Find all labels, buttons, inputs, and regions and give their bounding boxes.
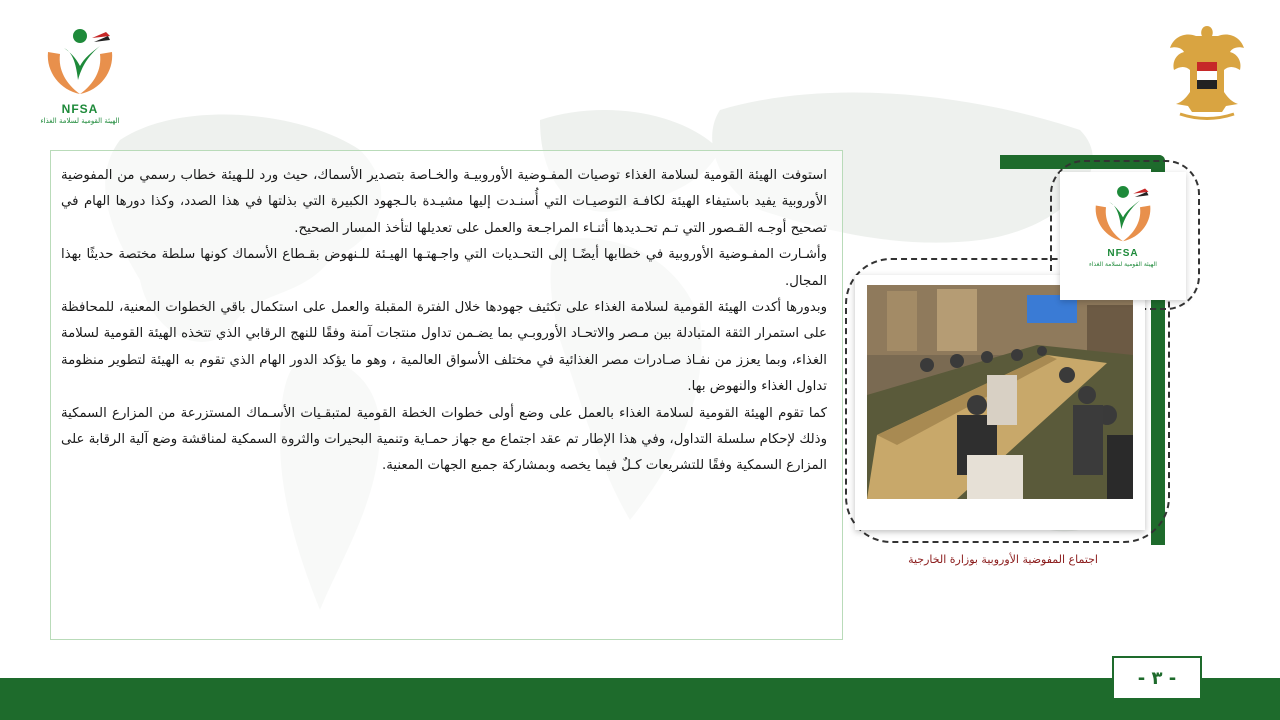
egypt-eagle-emblem-icon bbox=[1168, 22, 1246, 122]
logo-abbreviation: NFSA bbox=[61, 102, 99, 116]
article-body bbox=[61, 163, 827, 480]
paragraph-eu-recommendations: استوفت الهيئة القومية لسلامة الغذاء توصيات المفـوضية الأوروبيـة والخـاصة بتصدير الأسماك، حيث ورد للـهيئة خطاب رسمي من المفوضية الأوروبية يفيد باستيفاء الهيئة لكافـة التوصيـات التي أُسنـدت إليها مشيـدة بالـجهود الكبيرة التي بذلتها في هذا الصدد، وكذا دورها الهام في تصحيح أوجـه القـصور التي تـم تحـديدها أثنـاء المراجـعة والعمل على تعديلها لتأخذ المسار الصحيح. bbox=[61, 168, 827, 236]
logo-subtitle: الهيئة القومية لسلامة الغذاء bbox=[40, 117, 120, 125]
nfsa-hands-icon bbox=[40, 22, 120, 102]
badge-subtitle: الهيئة القومية لسلامة الغذاء bbox=[1089, 261, 1157, 268]
article-text-box bbox=[50, 150, 843, 640]
photo-card bbox=[855, 275, 1145, 530]
nfsa-badge-card bbox=[1060, 172, 1186, 300]
paragraph-national-plan: كما تقوم الهيئة القومية لسلامة الغذاء بالعمل على وضع أولى خطوات الخطة القومية لمتبقـيات الأسـماك المستزرعة من المزارع السمكية وذلك لإحكام سلسلة التداول، وفي هذا الإطار تم عقد اجتماع مع جهاز حمـاية وتنمية البحيرات والثروة السمكية لمناقشة وضع آلية الرقابة على المزارع السمكية وفقًا للتشريعات كـلٌ فيما يخصه وبمشاركة جميع الجهات المعنية. bbox=[61, 405, 827, 474]
nfsa-logo bbox=[32, 22, 128, 132]
page-number: - ٣ - bbox=[1112, 656, 1202, 700]
footer-bar bbox=[0, 678, 1280, 720]
paragraph-nfsa-efforts: وبدورها أكدت الهيئة القومية لسلامة الغذاء على تكثيف جهودها خلال الفترة المقبلة والعمل على استكمال باقي الخطوات المعنية، للمحافظة على استمرار الثقة المتبادلة بين مـصر والاتحـاد الأوروبـي بما يضـمن تداول منتجات آمنة وفقًا للنهج الرقابي الذي تتخذه الهيئة القومية لسلامة الغذاء، وبما يعزز من نفـاذ صـادرات مصر الغذائية في مختلف الأسواق العالمية ، وهو ما يؤكد الدور الهام الذي تقوم به الهيئة لتطوير منظومة تداول الغذاء والنهوض بها. bbox=[61, 300, 827, 395]
paragraph-eu-challenges: وأشـارت المفـوضية الأوروبية في خطابها أيضًـا إلى التحـديات التي واجـهتـها الهيـئة للـنهوض بقـطاع الأسماك كونها سلطة مختصة حديثًا بهذا المجال. bbox=[61, 247, 827, 289]
badge-abbreviation: NFSA bbox=[1107, 248, 1139, 259]
photo-caption: اجتماع المفوضية الأوروبية بوزارة الخارجية bbox=[908, 553, 1098, 566]
meeting-photo bbox=[867, 285, 1133, 499]
nfsa-hands-icon bbox=[1088, 180, 1158, 248]
